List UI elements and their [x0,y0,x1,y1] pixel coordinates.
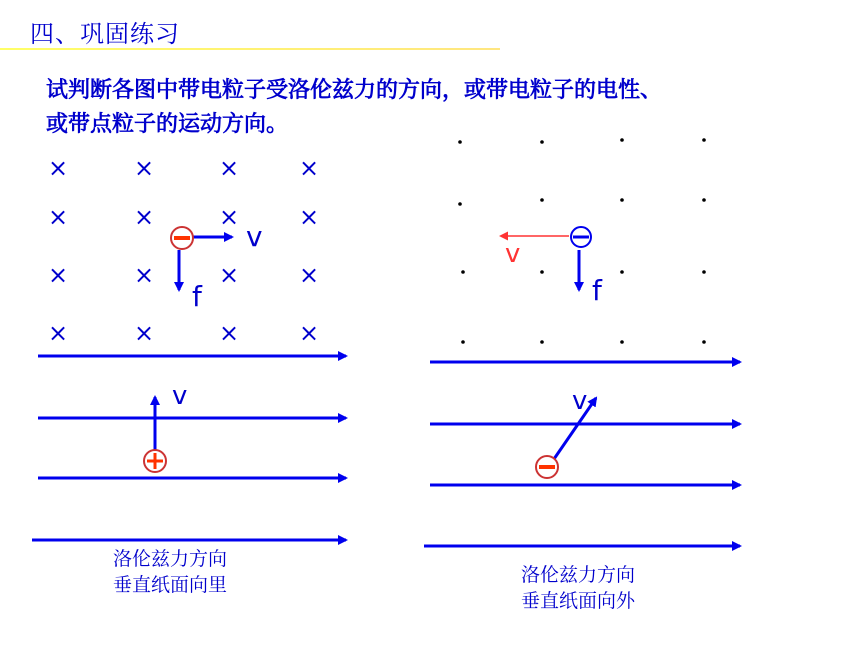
velocity-label: v [505,239,521,269]
force-label: f [592,274,602,307]
field-dot-marker [620,138,624,142]
field-cross-marker: × [298,154,320,182]
field-cross-marker: × [133,319,155,347]
field-cross-marker: × [133,154,155,182]
field-dot-marker [620,198,624,202]
field-cross-marker: × [133,203,155,231]
field-cross-marker: × [298,319,320,347]
field-cross-marker: × [218,203,240,231]
field-dot-marker [702,138,706,142]
diagram-3-horizontal-field [32,356,346,540]
field-dot-marker [702,198,706,202]
diagram-4-horizontal-field [424,362,740,546]
field-dot-marker [461,270,465,274]
force-label: f [192,280,202,313]
prompt-line-1: 试判断各图中带电粒子受洛伦兹力的方向，或带电粒子的电性、 [46,78,663,103]
diagram-3-caption [70,546,270,598]
diagram-4-caption [478,562,678,614]
prompt-line-2: 或带点粒子的运动方向。 [46,112,289,137]
field-cross-marker: × [47,319,69,347]
field-dot-marker [702,270,706,274]
field-dot-marker [461,340,465,344]
field-dot-marker [458,140,462,144]
field-cross-marker: × [47,261,69,289]
negative-particle [571,227,591,247]
field-cross-marker: × [298,203,320,231]
field-cross-marker: × [298,261,320,289]
diagram-2-out-of-page-field [458,138,706,344]
velocity-label: v [172,381,188,411]
caption-line-2: 垂直纸面向外 [520,590,635,612]
field-dot-marker [620,270,624,274]
positive-particle [144,450,166,472]
field-dot-marker [620,340,624,344]
field-dot-marker [702,340,706,344]
diagram-1-into-page-field [48,154,319,347]
field-cross-marker: × [218,261,240,289]
field-dot-marker [540,198,544,202]
field-dot-marker [458,202,462,206]
negative-particle [536,456,558,478]
velocity-label: v [246,220,263,253]
slide-title: 四、巩固练习 [30,20,180,48]
field-cross-marker: × [47,154,69,182]
velocity-label: v [572,386,588,416]
caption-line-1: 洛伦兹力方向 [112,548,227,570]
field-into-page-markers [48,154,319,347]
field-cross-marker: × [47,203,69,231]
field-dot-marker [540,270,544,274]
field-cross-marker: × [218,319,240,347]
field-dot-marker [540,140,544,144]
negative-particle [171,227,193,249]
caption-line-1: 洛伦兹力方向 [520,564,635,586]
caption-line-2: 垂直纸面向里 [112,574,227,596]
field-cross-marker: × [133,261,155,289]
field-cross-marker: × [218,154,240,182]
field-dot-marker [540,340,544,344]
